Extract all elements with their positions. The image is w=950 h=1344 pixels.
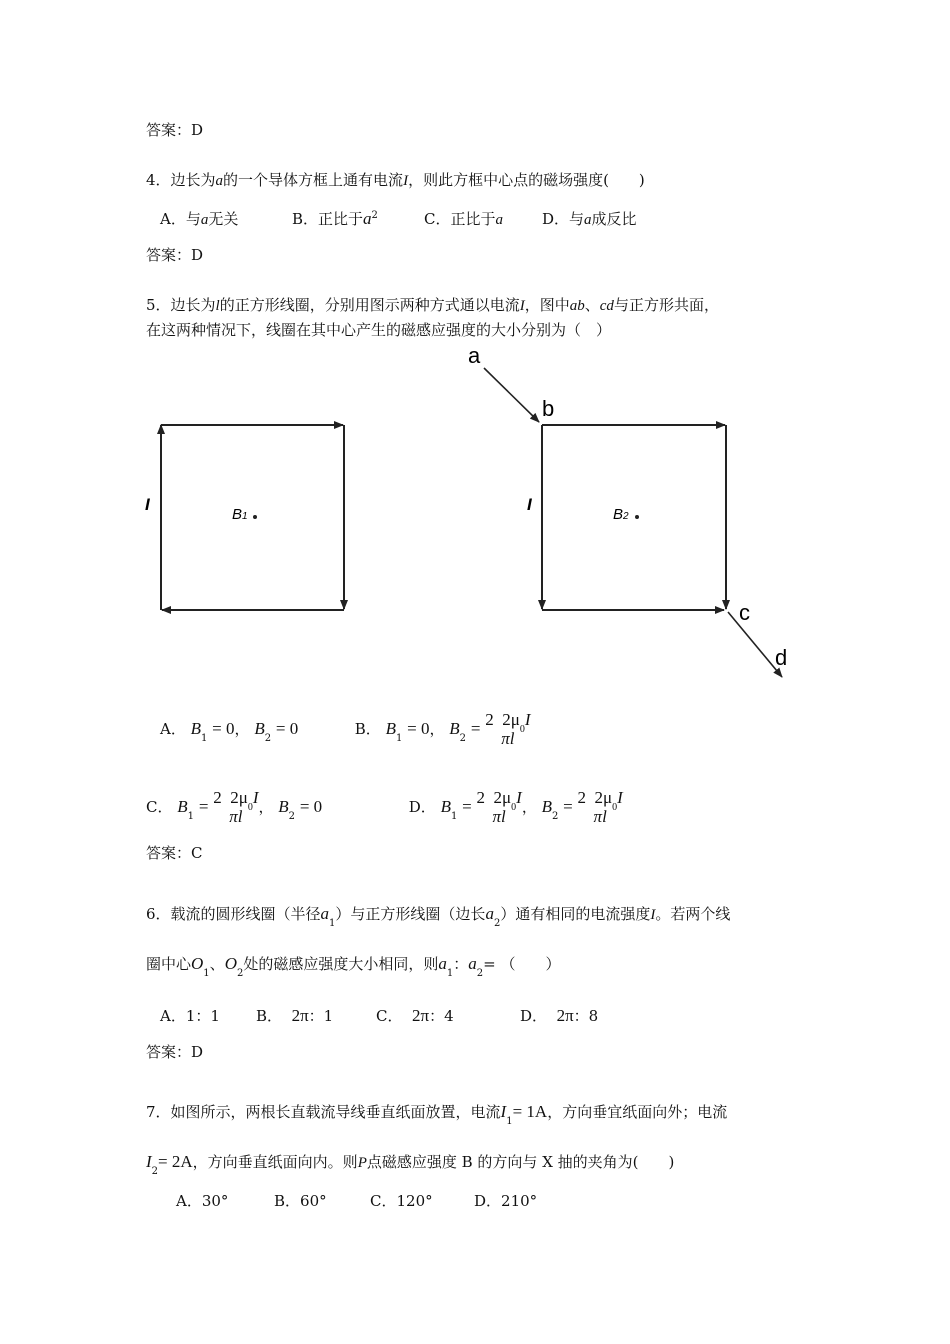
question-6-stem-line2: 圈中心$O_1$、$O_2$处的磁感应强度大小相同，则$a_1$：$a_2=$ （ ） (146, 954, 561, 979)
label-d: d (775, 645, 788, 670)
q7-option-d: D．210° (474, 1192, 538, 1210)
q5-options-cd (146, 784, 623, 830)
q7-option-a: A．30° (176, 1192, 229, 1210)
lead-ab (484, 368, 539, 422)
q7-option-c: C．120° (370, 1192, 433, 1210)
answer-q6: 答案：D (146, 1043, 204, 1061)
left-center-dot (253, 515, 257, 519)
label-c: c (739, 600, 750, 625)
q4-var-i: I (403, 173, 409, 189)
q4-var-a: a (215, 173, 224, 189)
q7-option-b: B．60° (274, 1192, 327, 1210)
question-6-stem-line1: 6．载流的圆形线圈（半径$a_1$）与正方形线圈（边长$a_2$）通有相同的电流强度I。若两个线 (146, 904, 731, 929)
q5-d-fraction-1: 2 $2\mu_0I$ πl (476, 788, 522, 826)
question-6-options (160, 1005, 598, 1026)
q5-d-fraction-2: 2 $2\mu_0I$ πl (577, 788, 623, 826)
q4-option-d: D．与a成反比 (542, 210, 637, 228)
q5-option-a: A． $B_1 = 0$， $B_2 = 0$ (160, 719, 299, 744)
q6-option-c: C． 2π：4 (376, 1006, 454, 1025)
q4-text-2: 的一个导体方框上通有电流 (223, 171, 404, 189)
label-b: b (542, 396, 555, 421)
left-current-label: I (145, 495, 150, 514)
q5-option-d: D． $B_1$ = 2 $2\mu_0I$ πl ， $B_2$ = 2 $2\mu_0I$ πl (408, 788, 623, 826)
question-7-options (176, 1190, 537, 1211)
question-7-stem-line1: 7．如图所示，两根长直载流导线垂直纸面放置，电流$I_1= 1A$，方向垂宜纸面向外；电流 (146, 1102, 728, 1127)
left-square-coil (145, 425, 344, 610)
right-square-coil (468, 343, 787, 677)
q4-option-b: B．正比于$a^2$ (292, 209, 378, 228)
left-field-label: B1 (232, 506, 248, 523)
q6-option-a: A．1：1 (160, 1007, 220, 1025)
answer-q3: 答案：D (146, 121, 204, 139)
answer-q4: 答案：D (146, 246, 204, 264)
q4-text-3: ，则此方框中心点的磁场强度( ) (408, 171, 645, 189)
q4-option-c: C．正比于a (424, 210, 503, 228)
right-center-dot (635, 515, 639, 519)
q6-option-b: B． 2π：1 (256, 1006, 334, 1025)
q6-option-d: D． 2π：8 (520, 1006, 599, 1025)
q4-text-1: 4．边长为 (146, 171, 216, 189)
q5-b-fraction: 2 $2\mu_0I$ πl (485, 710, 531, 748)
q5-option-c: C． $B_1$ = 2 $2\mu_0I$ πl ， $B_2 = 0$ (146, 788, 323, 826)
right-current-label: I (527, 495, 532, 514)
q5-options-ab (160, 706, 531, 752)
question-7-stem-line2: $I_2= 2A$，方向垂直纸面向内。则P点磁感应强度 B 的方向与 X 抽的夹角为( ) (146, 1152, 675, 1177)
q5-option-b: B． $B_1 = 0$， $B_2$ = 2 $2\mu_0I$ πl (354, 710, 531, 748)
answer-q5: 答案：C (146, 844, 203, 862)
lead-cd (728, 612, 782, 677)
q5-c-fraction: 2 $2\mu_0I$ πl (213, 788, 259, 826)
right-field-label: B2 (613, 506, 629, 523)
question-5-stem-line1: 5．边长为l的正方形线圈，分别用图示两种方式通以电流I，图中ab、cd与正方形共面， (146, 296, 719, 314)
question-5-stem-line2: 在这两种情况下，线圈在其中心产生的磁感应强度的大小分别为（ ） (146, 321, 612, 339)
label-a: a (468, 343, 481, 368)
q4-option-a: A．与a无关 (160, 210, 239, 228)
